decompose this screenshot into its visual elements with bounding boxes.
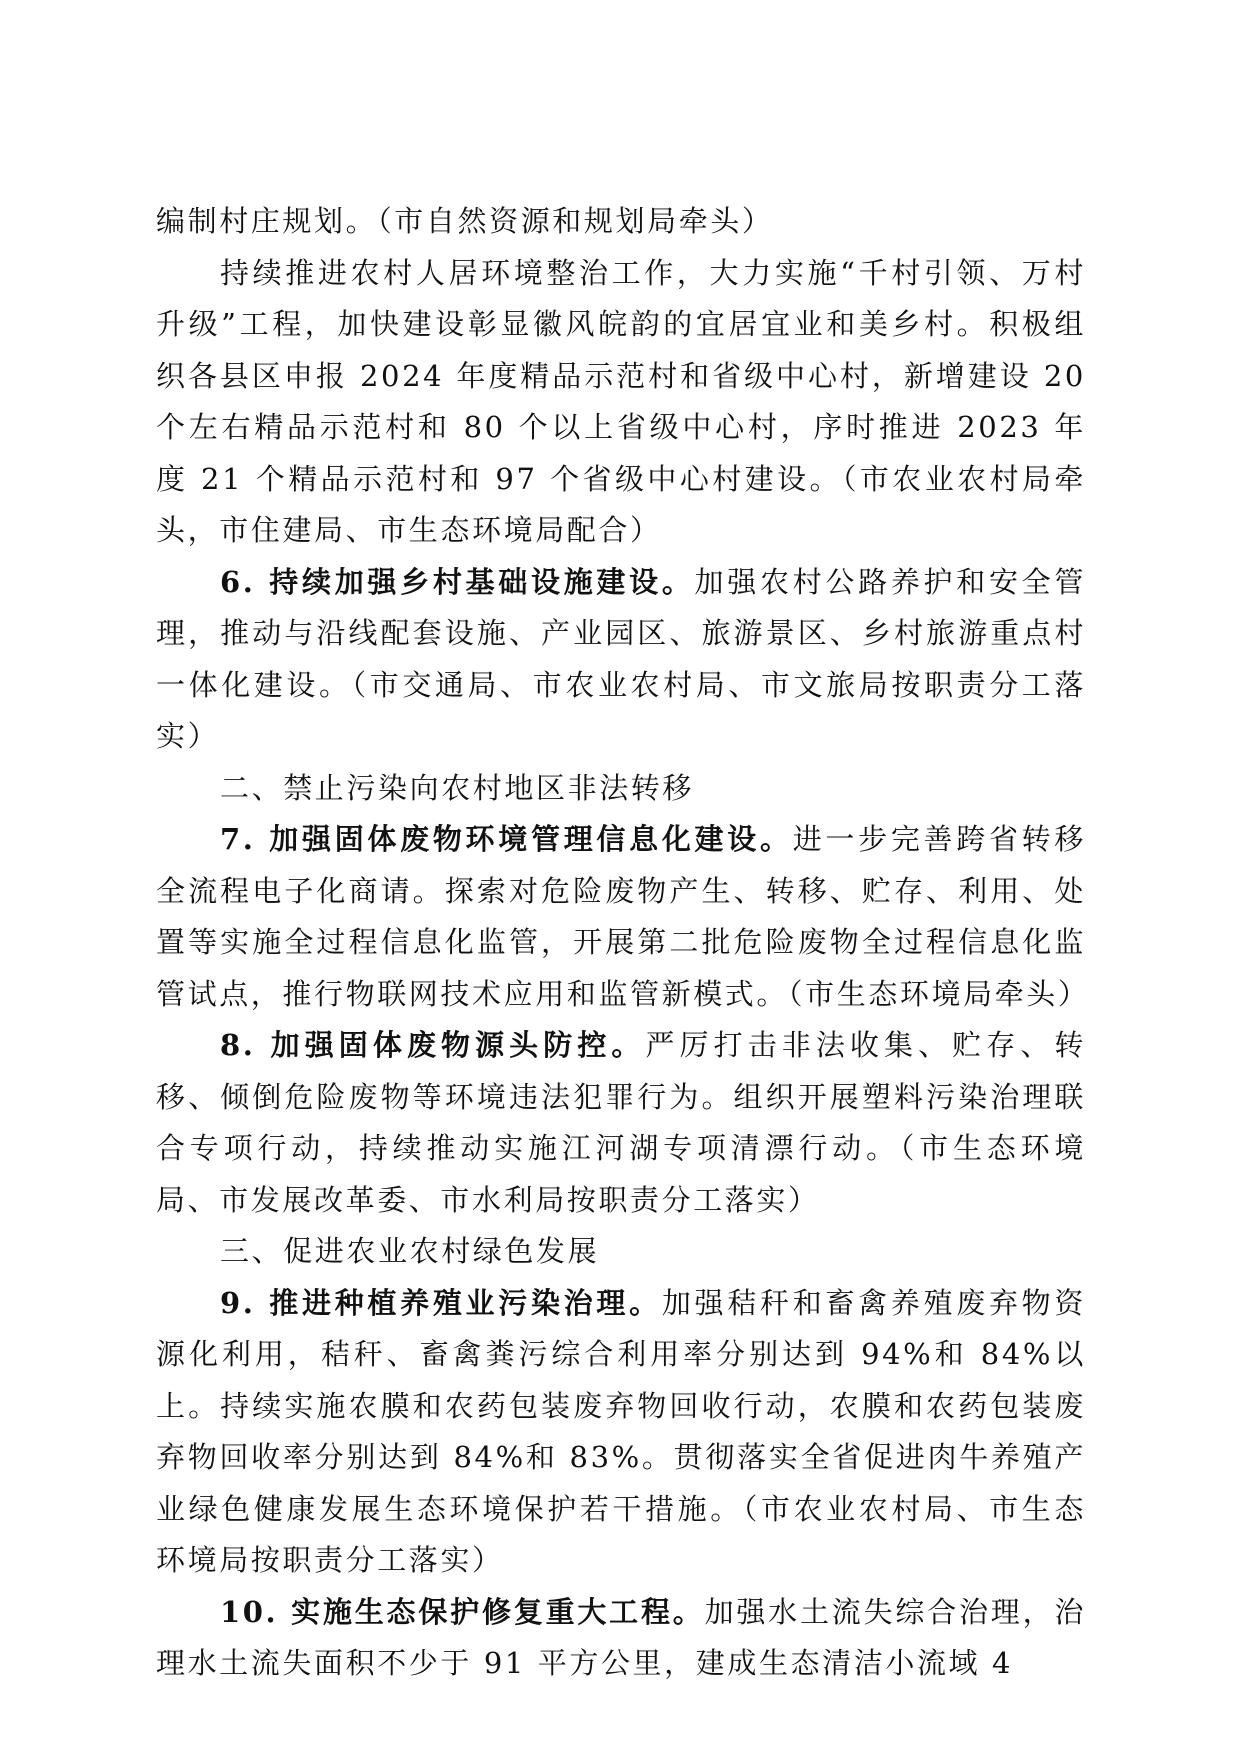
item-7 xyxy=(156,814,1090,1020)
item-10-title: 10. 实施生态保护修复重大工程。 xyxy=(220,1594,705,1629)
item-8-text: 严厉打击非法收集、贮存、转移、倾倒危险废物等环境违法犯罪行为。组织开展塑料污染治理联合专项行动，持续推动实施江河湖专项清漂行动。（市生态环境局、市发展改革委、市水利局按职责分工落实） xyxy=(156,1028,1086,1217)
item-10 xyxy=(156,1587,1086,1690)
section-heading-3: 三、促进农业农村绿色发展 xyxy=(220,1234,600,1268)
item-9 xyxy=(156,1278,1086,1587)
item-6-text: 加强农村公路养护和安全管理，推动与沿线配套设施、产业园区、旅游景区、乡村旅游重点村一体化建设。（市交通局、市农业农村局、市文旅局按职责分工落实） xyxy=(156,564,1086,753)
paragraph-continuation: 编制村庄规划。（市自然资源和规划局牵头） xyxy=(156,204,774,238)
item-8 xyxy=(156,1020,1086,1226)
section-heading-2: 二、禁止污染向农村地区非法转移 xyxy=(220,770,695,805)
paragraph-rural-environment: 持续推进农村人居环境整治工作，大力实施“千村引领、万村升级”工程，加快建设彰显徽风皖韵的宜居宜业和美乡村。积极组织各县区申报 2024 年度精品示范村和省级中心村，新增建设 20 个左右精品示范村和 80 个以上省级中心村，序时推进 2023 年度 21 个精品示范村和 97 个省级中心村建设。（市农业农村局牵头，市住建局、市生态环境局配合） xyxy=(156,255,1086,547)
item-8-title: 8. 加强固体废物源头防控。 xyxy=(220,1028,646,1062)
document-page xyxy=(156,196,1090,1690)
item-6-title: 6. 持续加强乡村基础设施建设。 xyxy=(220,564,695,599)
item-7-text: 进一步完善跨省转移全流程电子化商请。探索对危险废物产生、转移、贮存、利用、处置等实施全过程信息化监管，开展第二批危险废物全过程信息化监管试点，推行物联网技术应用和监管新模式。（市生态环境局牵头） xyxy=(156,822,1090,1011)
item-10-text: 加强水土流失综合治理，治理水土流失面积不少于 91 平方公里，建成生态清洁小流域 4 xyxy=(156,1594,1086,1680)
item-9-title: 9. 推进种植养殖业污染治理。 xyxy=(220,1285,662,1320)
item-7-title: 7. 加强固体废物环境管理信息化建设。 xyxy=(220,822,793,856)
item-6 xyxy=(156,557,1086,763)
item-9-text: 加强秸秆和畜禽养殖废弃物资源化利用，秸秆、畜禽粪污综合利用率分别达到 94%和 84%以上。持续实施农膜和农药包装废弃物回收行动，农膜和农药包装废弃物回收率分别达到 84%和 83%。贯彻落实全省促进肉牛养殖产业绿色健康发展生态环境保护若干措施。（市农业农村局、市生态环境局按职责分工落实） xyxy=(156,1285,1086,1577)
